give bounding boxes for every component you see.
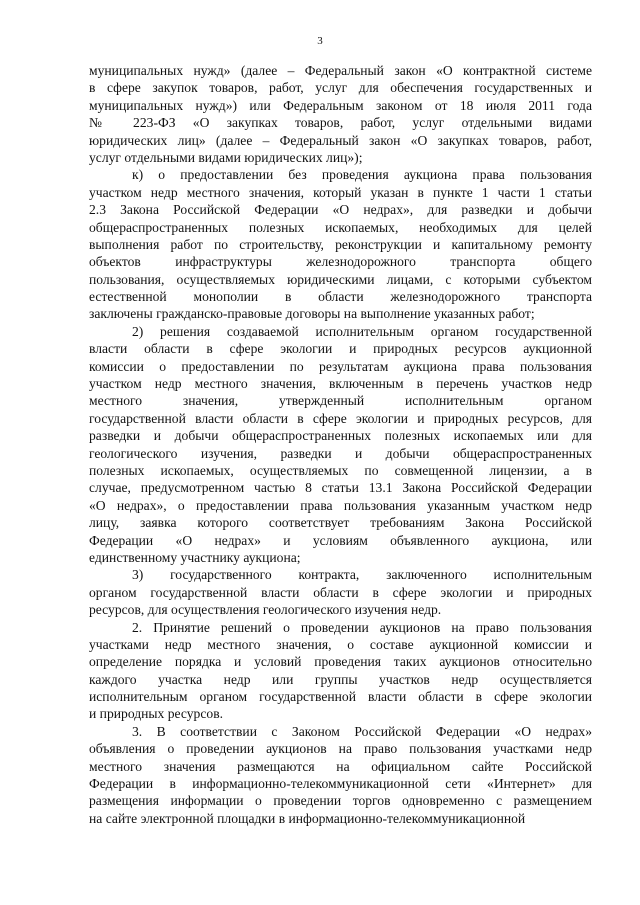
text-line: Федерации в информационно-телекоммуникационной сети «Интернет» для [89, 776, 592, 792]
text-line: органом государственной власти области в сфере экологии и природных [89, 584, 592, 600]
text-line: объектов инфраструктуры железнодорожного транспорта общего [89, 254, 592, 270]
text-line: заключены гражданско-правовые договоры на выполнение указанных работ; [89, 306, 535, 322]
text-line: участком недр местного значения, включенным в перечень участков недр [89, 376, 592, 392]
text-line: лицу, заявка которого соответствует требованиям Закона Российской [89, 515, 592, 531]
text-line: выполнения работ по строительству, реконструкции и капитальному ремонту [89, 236, 592, 252]
text-line: юридических лиц» (далее – Федеральный закон «О закупках товаров, работ, [89, 132, 592, 148]
text-line: полезных ископаемых, осуществляемых по совмещенной лицензии, а в [89, 462, 592, 478]
text-line: ресурсов, для осуществления геологического изучения недр. [89, 602, 442, 618]
text-line: единственному участнику аукциона; [89, 549, 301, 565]
text-line: услуг отдельными видами юридических лиц»); [89, 149, 363, 165]
text-line: муниципальных нужд» (далее – Федеральный закон «О контрактной системе [89, 63, 592, 78]
page-number: 3 [317, 35, 323, 47]
text-line: «О недрах», о предоставлении права пользования указанным участком недр [89, 497, 592, 513]
text-line: 2.3 Закона Российской Федерации «О недрах», для разведки и добычи [89, 202, 592, 218]
text-line: исполнительным органом государственной власти области в сфере экологии [89, 689, 592, 705]
text-line: объявления о проведении аукционов на право пользования участками недр [89, 741, 592, 757]
text-line: к) о предоставлении без проведения аукциона права пользования [132, 167, 592, 183]
text-line: 2) решения создаваемой исполнительным органом государственной [132, 323, 592, 339]
text-line: и природных ресурсов. [89, 706, 224, 722]
text-line: пользования, осуществляемых юридическими лицами, с которыми субъектом [89, 271, 592, 287]
text-line: власти области в сфере экологии и природных ресурсов аукционной [89, 341, 592, 357]
document-body [89, 62, 592, 827]
text-line: местного значения размещаются на официальном сайте Российской [89, 758, 592, 774]
text-line: муниципальных нужд») или Федеральным законом от 18 июля 2011 года [89, 97, 592, 113]
text-line: участком недр местного значения, который указан в пункте 1 части 1 статьи [89, 184, 592, 200]
text-line: государственной власти области в сфере экологии и природных ресурсов, для [89, 410, 592, 426]
text-line: геологического изучения, разведки и добычи общераспространенных [89, 445, 592, 461]
text-line: каждого участка недр или группы участков недр осуществляется [89, 671, 592, 687]
text-line: случае, предусмотренном частью 8 статьи 13.1 Закона Российской Федерации [89, 480, 592, 496]
text-line: Федерации «О недрах» и условиям объявленного аукциона, или [89, 532, 592, 548]
text-line: в сфере закупок товаров, работ, услуг для обеспечения государственных и [89, 80, 592, 96]
text-line: местного значения, утвержденный исполнительным органом [89, 393, 592, 409]
text-line: 2. Принятие решений о проведении аукционов на право пользования [132, 619, 592, 635]
text-line: № 223-ФЗ «О закупках товаров, работ, услуг отдельными видами [89, 115, 592, 131]
text-line: 3. В соответствии с Законом Российской Федерации «О недрах» [132, 723, 592, 739]
text-line: определение порядка и условий проведения таких аукционов относительно [89, 654, 592, 670]
text-line: общераспространенных полезных ископаемых, необходимых для целей [89, 219, 592, 235]
text-line: естественной монополии в области железнодорожного транспорта [89, 289, 592, 305]
text-line: на сайте электронной площадки в информационно-телекоммуникационной [89, 810, 526, 826]
text-line: размещения информации о проведении торгов одновременно с размещением [89, 793, 592, 809]
text-line: 3) государственного контракта, заключенного исполнительным [132, 567, 592, 583]
text-line: участками недр местного значения, о составе аукционной комиссии и [89, 636, 592, 652]
text-line: комиссии о предоставлении по результатам аукциона права пользования [89, 358, 592, 374]
text-line: разведки и добычи общераспространенных полезных ископаемых или для [89, 428, 592, 444]
